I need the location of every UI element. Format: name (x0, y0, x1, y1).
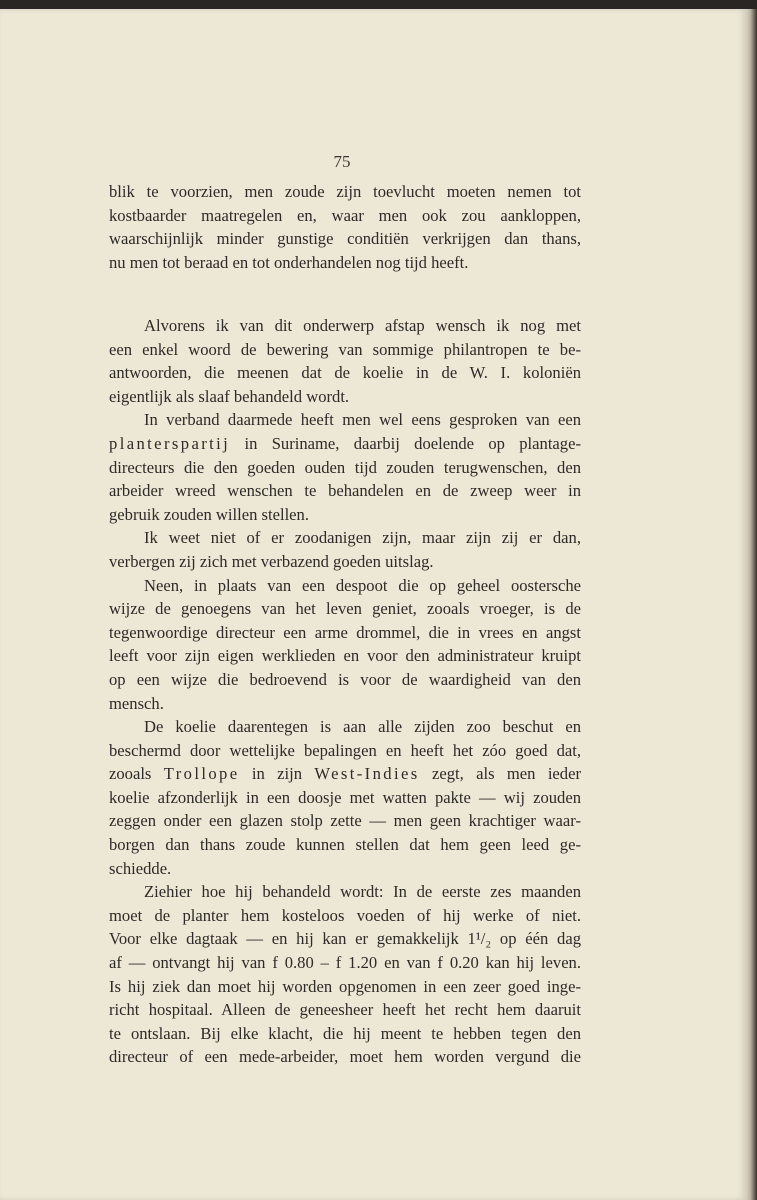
text-line: arbeider wreed wenschen te behandelen en de zweep weer in (109, 481, 581, 501)
spaced-term: plantersp (109, 433, 192, 453)
text-line: koelie afzonderlijk in een doosje met watten pakte — wij zouden (109, 787, 581, 807)
text-line: eigentlijk als slaaf behandeld wordt. (109, 386, 350, 406)
text-line: te ontslaan. Bij elke klacht, die hij meent te hebben tegen den (109, 1023, 581, 1043)
text-line: Ik weet niet of er zoodanigen zijn, maar zijn zij er dan, (144, 528, 581, 548)
text-line: tegenwoordige directeur een arme drommel, die in vrees en angst (109, 622, 581, 642)
text-fragment: zooals (109, 764, 164, 784)
text-line: directeurs die den goeden ouden tijd zouden terugwenschen, den (109, 457, 581, 477)
spaced-term: West-Indies (314, 764, 420, 784)
text-line: directeur of een mede-arbeider, moet hem worden vergund die (109, 1047, 581, 1067)
text-fragment: in Suriname, daarbij doelende op plantage- (230, 433, 581, 453)
text-line: een enkel woord de bewering van sommige philantropen te be- (109, 339, 581, 359)
text-line: nu men tot beraad en tot onderhandelen nog tijd heeft. (109, 252, 469, 272)
spaced-term: artij (191, 433, 231, 453)
text-line: borgen dan thans zoude kunnen stellen dat hem geen leed ge- (109, 835, 581, 855)
text-line (109, 432, 581, 456)
text-line: Ziehier hoe hij behandeld wordt: In de eerste zes maanden (144, 882, 581, 902)
text-line: antwoorden, die meenen dat de koelie in de W. I. koloniën (109, 363, 581, 383)
text-line: Is hij ziek dan moet hij worden opgenomen in een zeer goed inge- (109, 976, 581, 996)
text-line: waarschijnlijk minder gunstige conditiën verkrijgen dan thans, (109, 229, 581, 249)
page-edge (746, 9, 757, 1200)
text-line: Alvorens ik van dit onderwerp afstap wensch ik nog met (144, 316, 581, 335)
text-fragment: in zijn (239, 764, 315, 784)
text-line: Voor elke dagtaak — en hij kan er gemakkelijk 1¹/₂ op één dag (109, 929, 581, 949)
text-line: af — ontvangt hij van f 0.80 – f 1.20 en van f 0.20 kan hij leven. (109, 953, 581, 973)
text-line: zeggen onder een glazen stolp zette — men geen krachtiger waar- (109, 811, 581, 831)
text-line: verbergen zij zich met verbazend goeden uitslag. (109, 551, 434, 571)
text-line: wijze de genoegens van het leven geniet, zooals vroeger, is de (109, 599, 581, 619)
text-fragment: zegt, als men ieder (419, 764, 581, 784)
text-line: blik te voorzien, men zoude zijn toevlucht moeten nemen tot (109, 182, 581, 201)
text-line: leeft voor zijn eigen werklieden en voor den administrateur kruipt (109, 646, 581, 666)
text-line: In verband daarmede heeft men wel eens gesproken van een (144, 410, 581, 430)
text-line: moet de planter hem kosteloos voeden of hij werke of niet. (109, 905, 581, 925)
text-line: gebruik zouden willen stellen. (109, 504, 309, 524)
text-line: De koelie daarentegen is aan alle zijden zoo beschut en (144, 717, 581, 737)
paragraph-continuation (109, 180, 581, 274)
spaced-term: Trollope (163, 764, 240, 784)
text-line (109, 762, 581, 786)
text-line: Neen, in plaats van een despoot die op geheel oostersche (144, 575, 581, 595)
text-line: schiedde. (109, 858, 172, 878)
text-line: mensch. (109, 693, 164, 713)
text-line: beschermd door wettelijke bepalingen en heeft het zóo goed dat, (109, 740, 581, 760)
page-number: 75 (333, 152, 351, 171)
text-line: op een wijze die bedroevend is voor de waardigheid van den (109, 669, 581, 689)
text-line: kostbaarder maatregelen en, waar men ook zou aankloppen, (109, 205, 581, 225)
body-text (109, 314, 581, 1069)
text-line: richt hospitaal. Alleen de geneesheer heeft het recht hem daaruit (109, 1000, 581, 1020)
